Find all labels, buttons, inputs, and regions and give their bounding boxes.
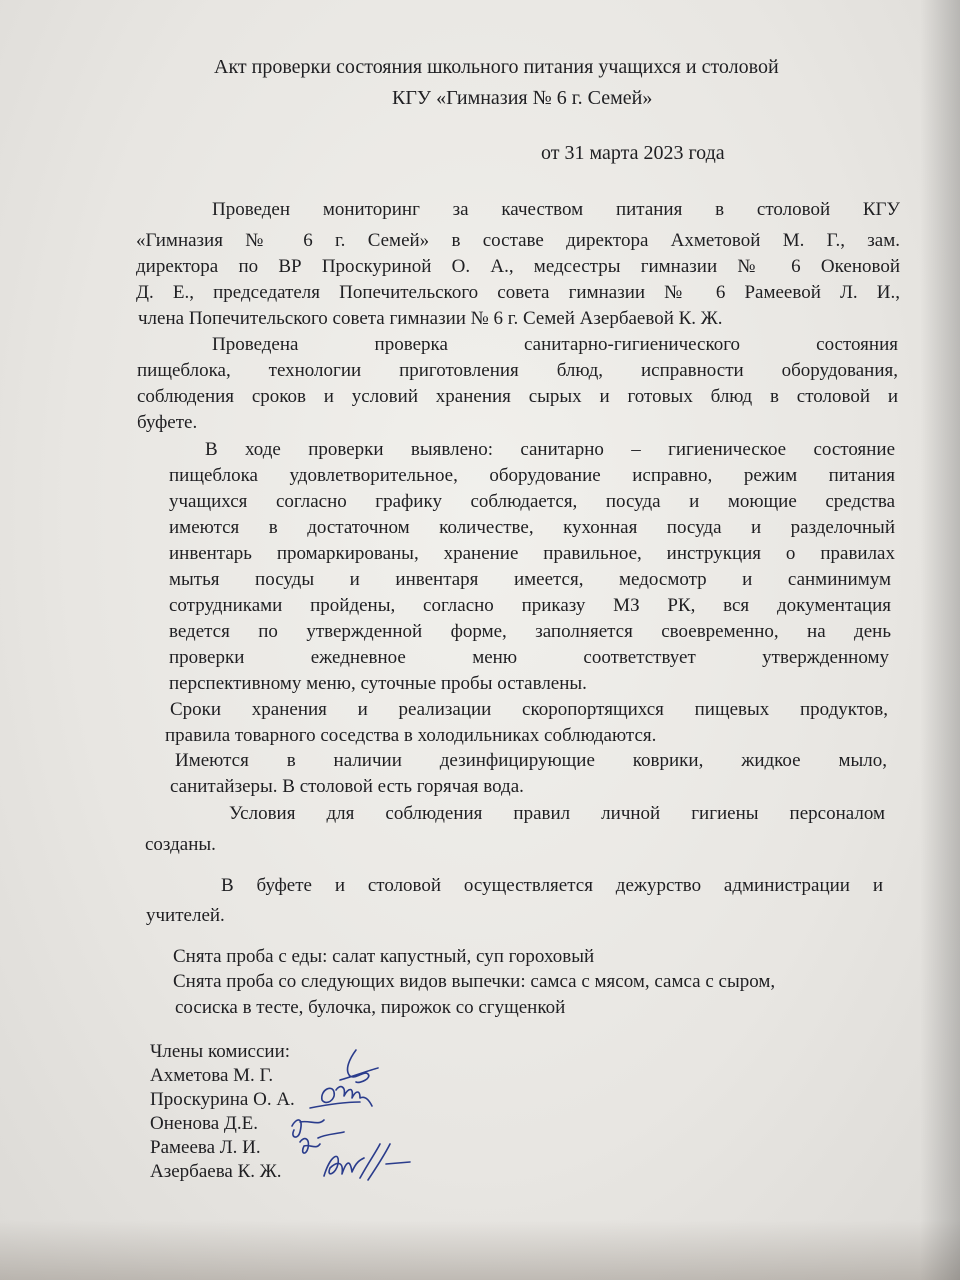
p2-line-2: пищеблока, технологии приготовления блюд, исправности оборудования, — [137, 360, 898, 381]
member-5: Азербаева К. Ж. — [150, 1161, 282, 1182]
p4-line-1: Сроки хранения и реализации скоропортящихся пищевых продуктов, — [170, 699, 888, 720]
signatures-drawing — [260, 1040, 440, 1200]
p2-line-4: буфете. — [137, 412, 198, 433]
bakery-sample-line-1: Снята проба со следующих видов выпечки: самса с мясом, самса с сыром, — [173, 971, 776, 992]
signature-5 — [324, 1144, 410, 1180]
p5-line-2: санитайзеры. В столовой есть горячая вода. — [170, 776, 524, 797]
signature-1 — [340, 1050, 378, 1082]
member-4: Рамеева Л. И. — [150, 1137, 261, 1158]
p3-line-3: учащихся согласно графику соблюдается, посуда и моющие средства — [169, 491, 895, 512]
p3-line-9: проверки ежедневное меню соответствует утвержденному — [169, 647, 889, 668]
p2-line-1: Проведена проверка санитарно-гигиенического состояния — [212, 334, 898, 355]
p6-line-1: Условия для соблюдения правил личной гигиены персоналом — [229, 803, 885, 824]
p7-line-1: В буфете и столовой осуществляется дежурство администрации и — [221, 875, 883, 896]
p3-line-10: перспективному меню, суточные пробы оставлены. — [169, 673, 587, 694]
p1-line-4: Д. Е., председателя Попечительского совета гимназии № 6 Рамеевой Л. И., — [136, 282, 900, 303]
p3-line-6: мытья посуды и инвентаря имеется, медосмотр и санминимум — [169, 569, 891, 590]
bakery-sample-line-2: сосиска в тесте, булочка, пирожок со сгущенкой — [175, 997, 566, 1018]
p3-line-2: пищеблока удовлетворительное, оборудование исправно, режим питания — [169, 465, 895, 486]
p5-line-1: Имеются в наличии дезинфицирующие коврики, жидкое мыло, — [175, 750, 887, 771]
title-line-1: Акт проверки состояния школьного питания учащихся и столовой — [214, 56, 779, 78]
p1-line-1: Проведен мониторинг за качеством питания в столовой КГУ — [212, 199, 900, 220]
p4-line-2: правила товарного соседства в холодильниках соблюдаются. — [165, 725, 657, 746]
document-date: от 31 марта 2023 года — [541, 142, 725, 164]
p7-line-2: учителей. — [146, 905, 225, 926]
p6-line-2: созданы. — [145, 834, 216, 855]
photo-shadow-bottom — [0, 1220, 960, 1280]
food-sample-line: Снята проба с еды: салат капустный, суп гороховый — [173, 946, 595, 967]
p3-line-1: В ходе проверки выявлено: санитарно – гигиеническое состояние — [205, 439, 895, 460]
p1-line-5: члена Попечительского совета гимназии № 6 г. Семей Азербаевой К. Ж. — [138, 308, 723, 329]
p2-line-3: соблюдения сроков и условий хранения сырых и готовых блюд в столовой и — [137, 386, 898, 407]
p3-line-7: сотрудниками пройдены, согласно приказу МЗ РК, вся документация — [169, 595, 891, 616]
member-2: Проскурина О. А. — [150, 1089, 295, 1110]
p3-line-4: имеются в достаточном количестве, кухонная посуда и разделочный — [169, 517, 895, 538]
member-1: Ахметова М. Г. — [150, 1065, 274, 1086]
title-line-2: КГУ «Гимназия № 6 г. Семей» — [392, 87, 653, 109]
p3-line-5: инвентарь промаркированы, хранение правильное, инструкция о правилах — [169, 543, 895, 564]
photo-shadow-right — [920, 0, 960, 1280]
commission-label: Члены комиссии: — [150, 1041, 291, 1062]
signature-4 — [300, 1132, 344, 1153]
p3-line-8: ведется по утвержденной форме, заполняется своевременно, на день — [169, 621, 891, 642]
p1-line-2: «Гимназия № 6 г. Семей» в составе директора Ахметовой М. Г., зам. — [136, 230, 900, 251]
p1-line-3: директора по ВР Проскуриной О. А., медсестры гимназии № 6 Океновой — [136, 256, 900, 277]
signature-2 — [310, 1087, 372, 1108]
member-3: Оненова Д.Е. — [150, 1113, 258, 1134]
signature-3 — [292, 1120, 324, 1137]
